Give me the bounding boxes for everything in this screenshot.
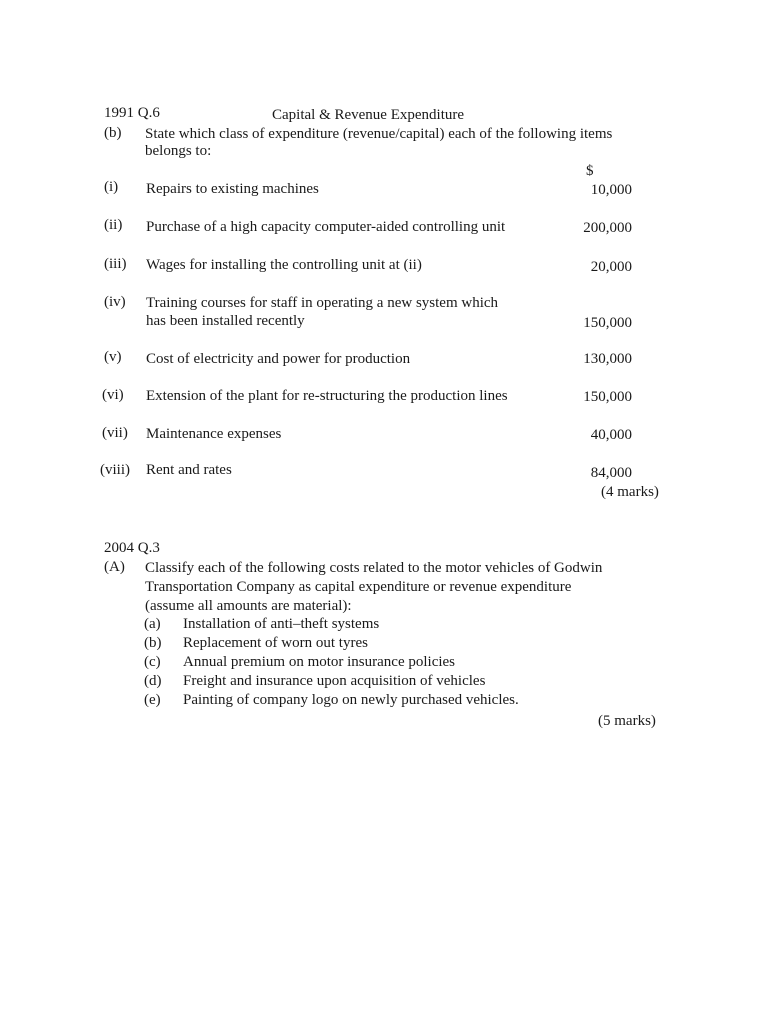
q1-item-text: Rent and rates bbox=[146, 462, 232, 478]
q2-item-num: (c) bbox=[144, 654, 161, 670]
q2-item-text: Annual premium on motor insurance policies bbox=[183, 654, 456, 670]
q1-item-text: Maintenance expenses bbox=[146, 426, 282, 442]
q2-item-num: (a) bbox=[144, 616, 161, 632]
q2-item-text: Replacement of worn out tyres bbox=[183, 635, 368, 651]
q1-title: Capital & Revenue Expenditure bbox=[272, 107, 465, 123]
q2-item-num: (d) bbox=[144, 673, 162, 689]
q2-instruction-line3: (assume all amounts are material): bbox=[145, 598, 352, 614]
q1-item-amount: 150,000 bbox=[583, 315, 632, 331]
q1-item-num: (ii) bbox=[104, 217, 123, 233]
q1-code: 1991 Q.6 bbox=[104, 105, 160, 121]
q1-item-text: Purchase of a high capacity computer-aided controlling unit bbox=[146, 219, 506, 235]
q1-item-num: (vii) bbox=[102, 425, 128, 441]
q1-item-amount: 40,000 bbox=[590, 427, 632, 443]
q1-item-num: (v) bbox=[104, 349, 122, 365]
q1-item-amount: 20,000 bbox=[590, 259, 632, 275]
q2-item-num: (e) bbox=[144, 692, 161, 708]
q1-item-amount: 200,000 bbox=[583, 220, 632, 236]
q1-item-amount: 130,000 bbox=[583, 351, 632, 367]
q1-instruction-line2: belongs to: bbox=[145, 143, 212, 159]
q2-instruction-line1: Classify each of the following costs related to the motor vehicles of Godwin bbox=[145, 560, 603, 576]
q2-item-text: Painting of company logo on newly purchased vehicles. bbox=[183, 692, 519, 708]
q2-part-label: (A) bbox=[104, 559, 125, 575]
q1-item-text: Training courses for staff in operating a new system which bbox=[146, 295, 499, 311]
q1-item-text-line2: has been installed recently bbox=[146, 313, 305, 329]
q1-item-text: Cost of electricity and power for production bbox=[146, 351, 411, 367]
q1-item-text: Extension of the plant for re-structuring the production lines bbox=[146, 388, 508, 404]
q2-item-num: (b) bbox=[144, 635, 162, 651]
q1-part-label: (b) bbox=[104, 125, 122, 141]
q2-instruction-line2: Transportation Company as capital expenditure or revenue expenditure bbox=[145, 579, 572, 595]
q1-item-num: (i) bbox=[104, 179, 119, 195]
q1-item-amount: 10,000 bbox=[590, 182, 632, 198]
q1-item-num: (vi) bbox=[102, 387, 124, 403]
q2-item-text: Installation of anti–theft systems bbox=[183, 616, 380, 632]
q2-code: 2004 Q.3 bbox=[104, 540, 160, 556]
q2-marks: (5 marks) bbox=[598, 713, 656, 729]
q1-item-amount: 84,000 bbox=[590, 465, 632, 481]
q1-marks: (4 marks) bbox=[601, 484, 659, 500]
q1-instruction-line1: State which class of expenditure (revenue/capital) each of the following items bbox=[145, 126, 613, 142]
q2-item-text: Freight and insurance upon acquisition of vehicles bbox=[183, 673, 486, 689]
q1-item-num: (iii) bbox=[104, 256, 127, 272]
q1-item-text: Repairs to existing machines bbox=[146, 181, 319, 197]
q1-item-amount: 150,000 bbox=[583, 389, 632, 405]
q1-currency: $ bbox=[586, 163, 594, 179]
q1-item-text: Wages for installing the controlling unit at (ii) bbox=[146, 257, 422, 273]
q1-item-num: (iv) bbox=[104, 294, 126, 310]
q1-item-num: (viii) bbox=[100, 462, 130, 478]
